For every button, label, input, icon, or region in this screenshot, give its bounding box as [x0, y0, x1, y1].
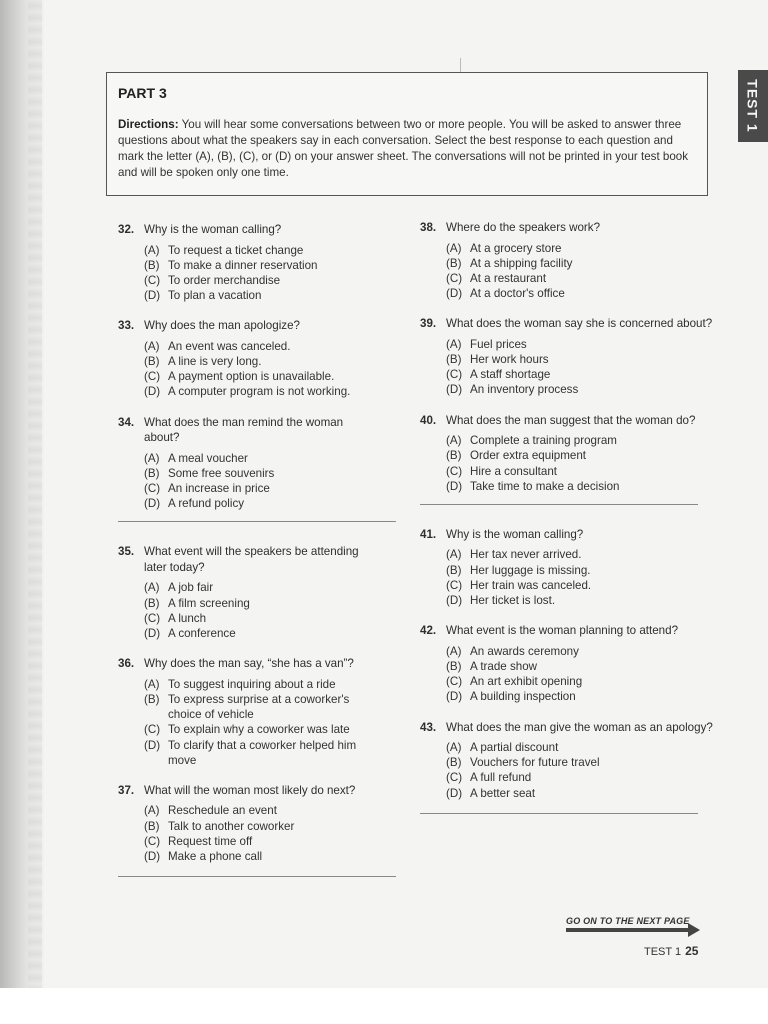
- option-letter: (C): [144, 482, 161, 496]
- section-divider: [118, 521, 396, 522]
- option-list: [144, 339, 408, 400]
- option-text: Some free souvenirs: [168, 466, 275, 480]
- option[interactable]: [144, 596, 408, 611]
- test-tab-label: TEST 1: [745, 79, 761, 133]
- directions-box: [106, 72, 708, 196]
- option-list: [446, 740, 710, 801]
- option-text: A partial discount: [470, 741, 559, 755]
- option[interactable]: [144, 451, 408, 466]
- question-number: 40.: [420, 413, 437, 427]
- option-text: Make a phone call: [168, 850, 263, 864]
- arrow-head-icon: [688, 923, 700, 937]
- option-letter: (A): [446, 644, 462, 658]
- question-number: 42.: [420, 624, 437, 638]
- option[interactable]: [144, 384, 408, 399]
- option-text: At a restaurant: [470, 271, 547, 285]
- option-letter: (B): [144, 258, 160, 272]
- question-41: [420, 527, 710, 608]
- right-column: [420, 220, 713, 814]
- question-stem: Why is the woman calling?: [446, 527, 584, 541]
- option-text: Vouchers for future travel: [470, 756, 600, 770]
- option-letter: (A): [446, 548, 462, 562]
- option[interactable]: [144, 722, 374, 737]
- option-text: An event was canceled.: [168, 339, 291, 353]
- option[interactable]: [446, 770, 710, 785]
- option-letter: (B): [446, 449, 462, 463]
- option-text: To express surprise at a coworker's choice of vehicle: [168, 692, 350, 722]
- question-number: 38.: [420, 221, 437, 234]
- option-letter: (B): [144, 596, 160, 610]
- option[interactable]: [144, 849, 408, 864]
- option-text: To order merchandise: [168, 273, 281, 287]
- option-letter: (D): [144, 289, 161, 303]
- option-list: [446, 644, 710, 705]
- option-list: [144, 243, 408, 304]
- option-text: A payment option is unavailable.: [168, 370, 335, 384]
- question-stem: Where do the speakers work?: [446, 221, 601, 234]
- option[interactable]: [144, 580, 408, 595]
- option-list: [144, 677, 374, 768]
- option-text: A computer program is not working.: [168, 385, 351, 399]
- option-letter: (D): [144, 385, 161, 399]
- left-column: [118, 222, 408, 877]
- option-letter: (C): [144, 273, 161, 287]
- option[interactable]: [446, 286, 710, 301]
- option-text: A refund policy: [168, 497, 245, 511]
- option-text: Her work hours: [470, 353, 549, 367]
- option-letter: (C): [446, 578, 463, 592]
- option[interactable]: [446, 448, 710, 463]
- option-letter: (A): [144, 804, 160, 818]
- option-text: A meal voucher: [168, 451, 248, 465]
- option-text: To make a dinner reservation: [168, 258, 318, 272]
- option-letter: (B): [446, 353, 462, 367]
- binding-strip: [28, 0, 42, 990]
- option-letter: (A): [446, 241, 462, 255]
- option-text: Take time to make a decision: [470, 479, 620, 493]
- question-number: 41.: [420, 527, 437, 541]
- question-43: [420, 720, 713, 801]
- option[interactable]: [144, 819, 408, 834]
- option[interactable]: [446, 337, 710, 352]
- option[interactable]: [446, 689, 710, 704]
- section-divider: [420, 813, 698, 814]
- option-letter: (D): [144, 497, 161, 511]
- option[interactable]: [144, 803, 408, 818]
- option-text: An art exhibit opening: [470, 675, 583, 689]
- next-page-arrow-icon: [566, 928, 690, 932]
- option-letter: (B): [144, 355, 160, 369]
- option[interactable]: [144, 626, 408, 641]
- option[interactable]: [446, 740, 710, 755]
- option[interactable]: [446, 241, 710, 256]
- option-text: Request time off: [168, 834, 253, 848]
- option-list: [446, 241, 710, 302]
- option[interactable]: [446, 644, 710, 659]
- option-letter: (C): [446, 675, 463, 689]
- option[interactable]: [144, 258, 408, 273]
- option-list: [144, 580, 408, 641]
- option[interactable]: [144, 354, 408, 369]
- option-text: An awards ceremony: [470, 644, 579, 658]
- option-letter: (D): [144, 738, 161, 752]
- option[interactable]: [144, 288, 408, 303]
- option-text: Her ticket is lost.: [470, 594, 556, 608]
- option[interactable]: [144, 738, 374, 768]
- option-letter: (A): [144, 677, 160, 691]
- question-34: [118, 415, 408, 512]
- option[interactable]: [446, 271, 710, 286]
- option-letter: (B): [144, 819, 160, 833]
- option-letter: (D): [446, 287, 463, 301]
- option-list: [144, 803, 408, 864]
- option-letter: (C): [446, 464, 463, 478]
- option[interactable]: [446, 786, 710, 801]
- section-divider: [420, 504, 698, 505]
- option[interactable]: [446, 674, 710, 689]
- option[interactable]: [446, 755, 710, 770]
- directions-text: [118, 117, 695, 181]
- option-text: A trade show: [470, 659, 538, 673]
- option-letter: (D): [446, 594, 463, 608]
- question-number: 34.: [118, 415, 135, 429]
- page-number: 25: [685, 944, 699, 958]
- question-number: 35.: [118, 545, 135, 559]
- option-text: A lunch: [168, 611, 207, 625]
- section-divider: [118, 876, 396, 877]
- question-33: [118, 318, 408, 399]
- option-letter: (D): [446, 786, 463, 800]
- option-letter: (A): [144, 243, 160, 257]
- option-text: To suggest inquiring about a ride: [168, 677, 336, 691]
- question-stem: Why is the woman calling?: [144, 223, 282, 236]
- question-38: [420, 220, 710, 301]
- option-letter: (A): [144, 339, 160, 353]
- option-list: [144, 451, 408, 512]
- question-number: 36.: [118, 657, 135, 671]
- option[interactable]: [446, 547, 710, 562]
- option-letter: (A): [446, 434, 462, 448]
- option-letter: (C): [144, 834, 161, 848]
- option-text: To plan a vacation: [168, 289, 262, 303]
- question-number: 39.: [420, 317, 437, 331]
- option[interactable]: [446, 659, 710, 674]
- question-stem: What will the woman most likely do next?: [144, 783, 356, 797]
- option[interactable]: [144, 273, 408, 288]
- page-bottom-margin: [0, 988, 768, 1024]
- question-42: [420, 623, 710, 704]
- option-letter: (B): [144, 466, 160, 480]
- option-text: A conference: [168, 627, 236, 641]
- option-letter: (A): [446, 337, 462, 351]
- option[interactable]: [446, 256, 710, 271]
- option[interactable]: [446, 479, 710, 494]
- option-text: Her tax never arrived.: [470, 548, 582, 562]
- option[interactable]: [144, 369, 408, 384]
- option-text: To request a ticket change: [168, 243, 304, 257]
- option-letter: (A): [144, 451, 160, 465]
- question-stem: Why does the man apologize?: [144, 319, 300, 333]
- option-letter: (A): [446, 741, 462, 755]
- question-40: [420, 413, 710, 494]
- option[interactable]: [144, 339, 408, 354]
- option-text: Her luggage is missing.: [470, 563, 591, 577]
- option-text: A full refund: [470, 771, 532, 785]
- option-letter: (B): [446, 756, 462, 770]
- option[interactable]: [446, 563, 710, 578]
- question-number: 33.: [118, 319, 135, 333]
- option-text: To clarify that a coworker helped him move: [168, 738, 357, 767]
- option-text: Reschedule an event: [168, 804, 277, 818]
- crop-mark: [460, 58, 461, 72]
- option-list: [446, 433, 710, 494]
- option[interactable]: [144, 834, 408, 849]
- question-stem: What does the woman say she is concerned about?: [446, 317, 713, 331]
- question-35: [118, 544, 408, 641]
- option-letter: (B): [446, 659, 462, 673]
- go-on-label: GO ON TO THE NEXT PAGE: [566, 916, 690, 926]
- option[interactable]: [446, 464, 710, 479]
- option-text: A staff shortage: [470, 368, 551, 382]
- option[interactable]: [144, 611, 408, 626]
- option-letter: (B): [446, 256, 462, 270]
- question-stem: What does the man remind the woman about?: [144, 415, 344, 445]
- option-letter: (D): [446, 690, 463, 704]
- page-footer: [644, 944, 698, 958]
- option-list: [446, 337, 710, 398]
- part-title: PART 3: [118, 85, 167, 101]
- option-text: An inventory process: [470, 383, 579, 397]
- option[interactable]: [144, 481, 408, 496]
- question-32: [118, 222, 408, 303]
- question-37: [118, 783, 408, 864]
- option-text: Hire a consultant: [470, 464, 557, 478]
- option[interactable]: [446, 593, 710, 608]
- question-stem: Why does the man say, “she has a van”?: [144, 657, 354, 671]
- option[interactable]: [446, 433, 710, 448]
- option-text: A building inspection: [470, 690, 576, 704]
- option-letter: (C): [446, 771, 463, 785]
- question-stem: What does the man give the woman as an apology?: [446, 720, 713, 734]
- option-letter: (B): [446, 563, 462, 577]
- question-number: 32.: [118, 223, 135, 236]
- option-text: Order extra equipment: [470, 449, 586, 463]
- test-tab: [738, 70, 768, 142]
- option-list: [446, 547, 710, 608]
- option[interactable]: [446, 578, 710, 593]
- option-letter: (C): [446, 271, 463, 285]
- option[interactable]: [446, 352, 710, 367]
- option-letter: (D): [446, 383, 463, 397]
- question-number: 37.: [118, 783, 135, 797]
- option[interactable]: [144, 466, 408, 481]
- option[interactable]: [144, 496, 408, 511]
- option[interactable]: [144, 677, 374, 692]
- question-39: [420, 316, 713, 397]
- option-letter: (C): [144, 611, 161, 625]
- option-letter: (C): [446, 368, 463, 382]
- option-text: To explain why a coworker was late: [168, 723, 350, 737]
- question-36: [118, 656, 408, 768]
- option-text: Complete a training program: [470, 434, 617, 448]
- question-stem: What event will the speakers be attending later today?: [144, 545, 359, 574]
- footer-test-label: TEST 1: [644, 946, 682, 958]
- option-text: At a grocery store: [470, 241, 562, 255]
- option[interactable]: [446, 382, 710, 397]
- option-text: At a doctor's office: [470, 287, 565, 301]
- question-number: 43.: [420, 720, 437, 734]
- option-letter: (C): [144, 723, 161, 737]
- directions-body: You will hear some conversations between two or more people. You will be asked to answer three questions about what the speakers say in each conversation. Select the best response to each question and mark the letter (A), (B), (C), or (D) on your answer sheet. The conversations will not be printed in your test book and will be spoken only one time.: [118, 118, 689, 179]
- option-letter: (C): [144, 370, 161, 384]
- option-letter: (D): [144, 850, 161, 864]
- option[interactable]: [144, 243, 408, 258]
- option-text: A film screening: [168, 596, 250, 610]
- option-letter: (A): [144, 581, 160, 595]
- question-stem: What event is the woman planning to attend?: [446, 624, 679, 638]
- option-letter: (D): [446, 479, 463, 493]
- option-text: Talk to another coworker: [168, 819, 295, 833]
- option[interactable]: [144, 692, 374, 722]
- option-text: Fuel prices: [470, 337, 527, 351]
- option-text: An increase in price: [168, 482, 270, 496]
- option-text: At a shipping facility: [470, 256, 573, 270]
- option-text: A line is very long.: [168, 355, 262, 369]
- question-stem: What does the man suggest that the woman do?: [446, 413, 696, 427]
- option-letter: (B): [144, 692, 160, 706]
- option-text: Her train was canceled.: [470, 578, 592, 592]
- option-text: A job fair: [168, 581, 214, 595]
- directions-label: Directions:: [118, 118, 179, 131]
- option-text: A better seat: [470, 786, 536, 800]
- option[interactable]: [446, 367, 710, 382]
- option-letter: (D): [144, 627, 161, 641]
